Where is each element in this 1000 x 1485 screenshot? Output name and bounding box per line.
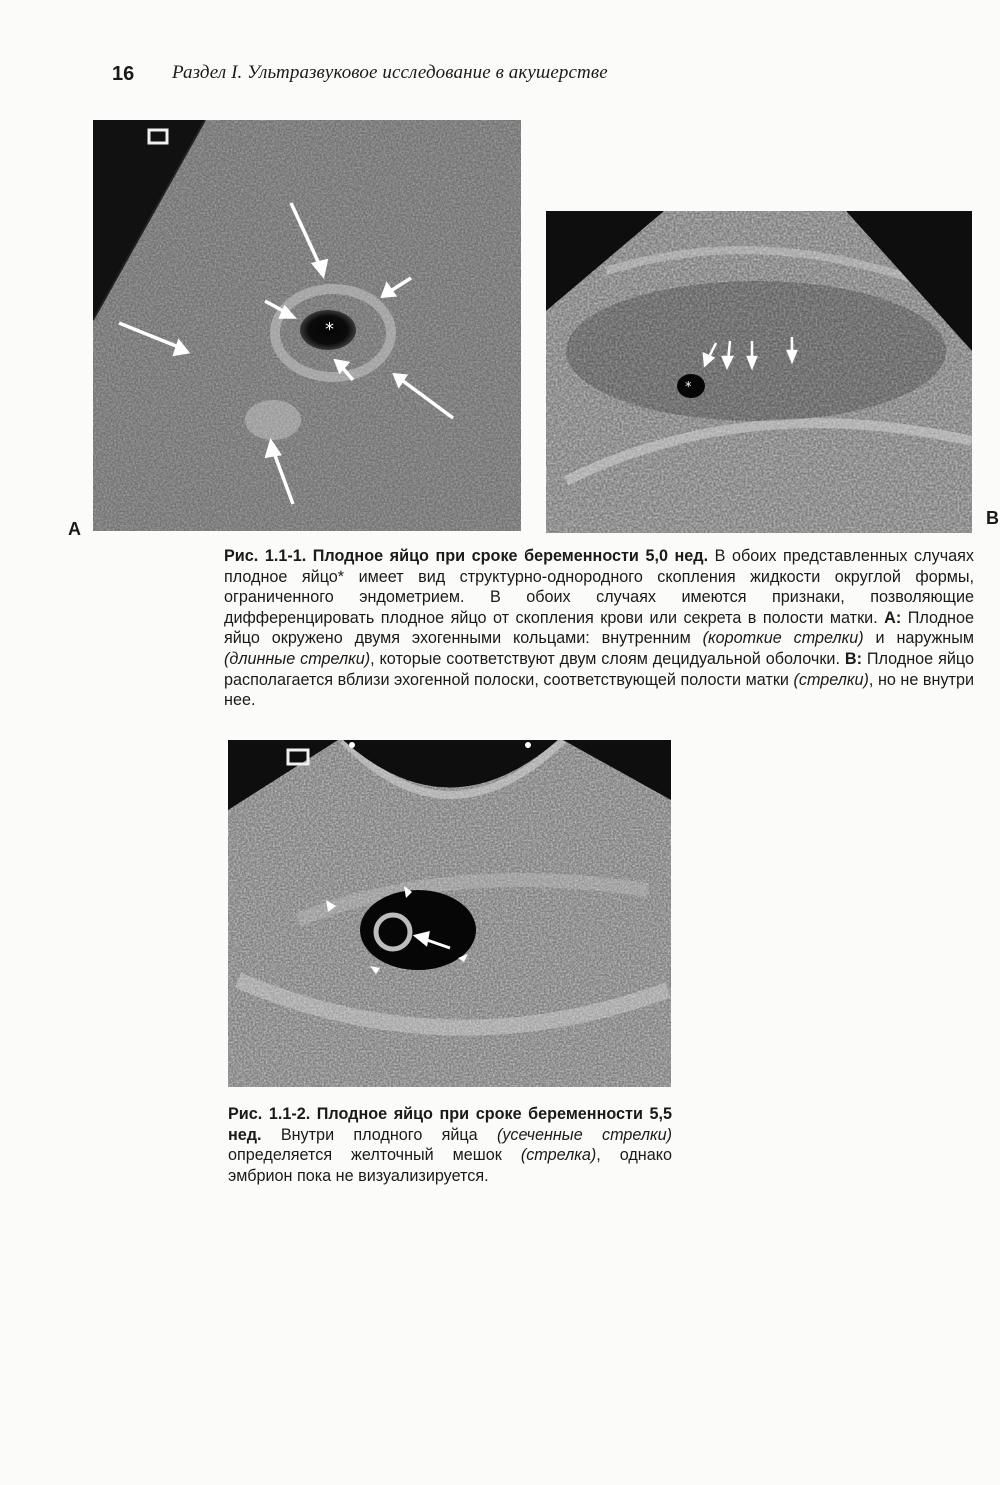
figure2-caption-title: Рис. 1.1-2. Плодное яйцо при сроке беременности 5,5 нед. xyxy=(228,1105,672,1144)
caption-italic: (короткие стрелки) xyxy=(702,629,864,648)
figure1-caption xyxy=(224,546,974,711)
panel-letter-a: А xyxy=(68,519,81,539)
ultrasound-image-2 xyxy=(228,740,671,1087)
figure2-caption xyxy=(228,1104,672,1186)
panel-letter-b: В xyxy=(986,508,999,528)
figure1-caption-text: и наружным xyxy=(863,629,975,648)
ultrasound-b-svg xyxy=(546,211,972,533)
asterisk-marker-a: * xyxy=(325,319,334,340)
ultrasound-2-svg xyxy=(228,740,671,1087)
caption-italic: (стрелка) xyxy=(520,1146,597,1165)
caption-italic: (стрелки) xyxy=(793,670,869,689)
ultrasound-a-svg xyxy=(93,120,521,531)
figure1-caption-text: Плодное яйцо окружено двумя эхогенными кольцами: внутренним xyxy=(224,608,975,648)
scale-dot xyxy=(525,742,531,748)
scale-dot xyxy=(349,742,355,748)
figure2-caption-text: , однако эмбрион пока не визуализируется. xyxy=(228,1146,672,1185)
asterisk-marker-b: * xyxy=(685,380,692,395)
page-number: 16 xyxy=(112,63,135,85)
figure1-caption-title: Рис. 1.1-1. Плодное яйцо при сроке беременности 5,0 нед. xyxy=(224,547,709,565)
figure1-caption-text: , которые соответствуют двум слоям децидуальной оболочки. xyxy=(370,649,845,668)
caption-label-a: А: xyxy=(884,608,902,627)
running-title: Раздел I. Ультразвуковое исследование в акушерстве xyxy=(172,62,608,83)
figure1-caption-text: , но не внутри нее. xyxy=(224,670,975,710)
ultrasound-image-a xyxy=(93,120,521,531)
figure1-caption-text: Плодное яйцо располагается вблизи эхогенной полоски, соответствующей полости матки xyxy=(224,649,974,689)
figure2-caption-text: Внутри плодного яйца xyxy=(261,1125,497,1144)
ultrasound-image-b xyxy=(546,211,972,533)
caption-italic: (усеченные стрелки) xyxy=(496,1125,673,1144)
figure1-caption-text: В обоих представленных случаях плодное яйцо* имеет вид структурно-однородного скопления жидкости округлой формы, ограниченного эндометрием. В обоих случаях имеются признаки, позволяющие дифференцировать плодное яйцо от скопления крови или секрета в полости матки. xyxy=(224,547,974,627)
caption-italic: (длинные стрелки) xyxy=(224,649,371,668)
figure2-caption-text: определяется желточный мешок xyxy=(228,1146,521,1165)
caption-label-b: В: xyxy=(844,649,862,668)
